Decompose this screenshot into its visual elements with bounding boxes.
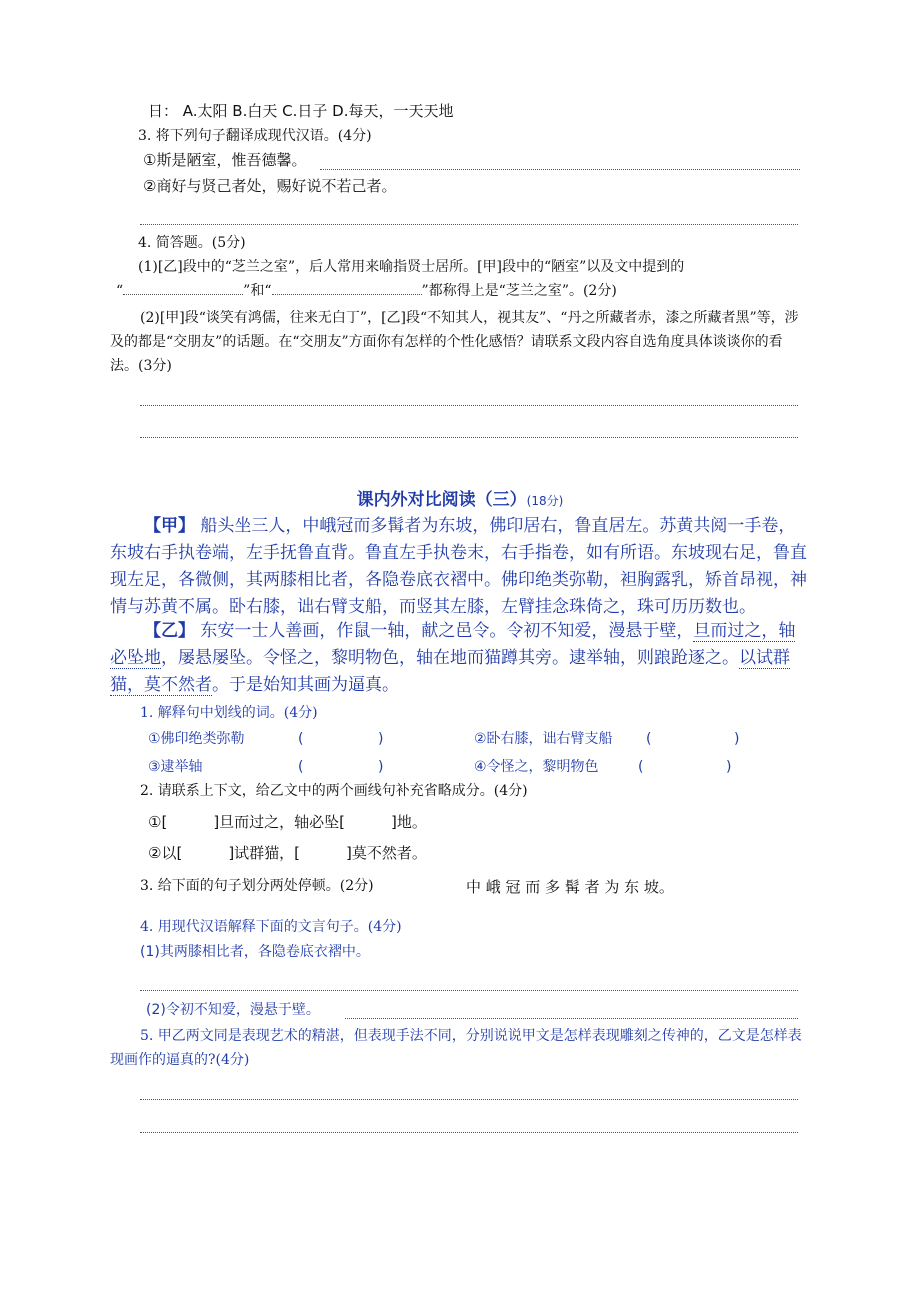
q1-d: ④令怪之，黎明物色 bbox=[474, 759, 599, 775]
q2-options: 日： A.太阳 B.白天 C.日子 D.每天，一天天地 bbox=[148, 102, 454, 120]
q4-title: 4. 简答题。(5分) bbox=[138, 235, 246, 251]
paren-close: ) bbox=[378, 759, 384, 775]
q3-title-b: 3. 给下面的句子划分两处停顿。(2分) bbox=[140, 878, 374, 894]
q4-sub1: (1)[乙]段中的“芝兰之室”，后人常用来喻指贤士居所。[甲]段中的“陋室”以及文中提到的 bbox=[138, 259, 685, 275]
q4-b: (2)令初不知爱，漫悬于壁。 bbox=[146, 1002, 320, 1018]
q2-a: ①[ ]旦而过之，轴必坠[ ]地。 bbox=[148, 813, 427, 831]
answer-line[interactable] bbox=[140, 990, 798, 991]
paren-close: ) bbox=[726, 759, 732, 775]
answer-line[interactable] bbox=[320, 169, 800, 170]
paren-open: ( bbox=[298, 759, 304, 775]
blank[interactable] bbox=[123, 294, 243, 295]
paren-close: ) bbox=[734, 731, 740, 747]
q2-b: ②以[ ]试群猫，[ ]莫不然者。 bbox=[148, 844, 427, 862]
passage-b: 【乙】 东安一士人善画，作鼠一轴，献之邑令。令初不知爱，漫悬于壁，旦而过之，轴必坠地，屡悬屡坠。令怪之，黎明物色，轴在地而猫蹲其旁。逮举轴，则踉跄逐之。以试群猫，莫不然者。于是始知其画为逼真。 bbox=[110, 621, 796, 695]
q1-title: 1. 解释句中划线的词。(4分) bbox=[140, 705, 318, 721]
q5: 5. 甲乙两文同是表现艺术的精湛，但表现手法不同，分别说说甲文是怎样表现雕刻之传神的，乙文是怎样表现画作的逼真的?(4分) bbox=[110, 1028, 802, 1068]
answer-line[interactable] bbox=[140, 1099, 798, 1100]
answer-line[interactable] bbox=[140, 405, 798, 406]
paren-open: ( bbox=[298, 731, 304, 747]
q1-b: ②卧右膝，诎右臂支船 bbox=[474, 731, 613, 747]
q3-sentence: 中 峨 冠 而 多 髯 者 为 东 坡。 bbox=[466, 878, 674, 896]
q3-sentence-1: ①斯是陋室，惟吾德馨。 bbox=[143, 151, 307, 169]
q3-sentence-2: ②商好与贤己者处，赐好说不若己者。 bbox=[143, 177, 397, 195]
q1-c: ③逮举轴 bbox=[148, 759, 203, 775]
answer-line[interactable] bbox=[345, 1018, 798, 1019]
section-title: 课内外对比阅读（三）(18分) bbox=[356, 490, 564, 510]
q4-sub1-blanks: “ ”和“ ”都称得上是“芝兰之室”。(2分) bbox=[116, 283, 617, 299]
q4-sub2: (2)[甲]段“谈笑有鸿儒，往来无白丁”，[乙]段“不知其人，视其友”、“丹之所藏者赤，漆之所藏者黑”等，涉及的都是“交朋友”的话题。在“交朋友”方面你有怎样的个性化感悟？请联系文段内容自选角度具体谈谈你的看法。(3分) bbox=[110, 310, 799, 374]
answer-line[interactable] bbox=[140, 1132, 798, 1133]
paren-open: ( bbox=[638, 759, 644, 775]
passage-a: 【甲】 船头坐三人，中峨冠而多髯者为东坡，佛印居右，鲁直居左。苏黄共阅一手卷，东坡右手执卷端，左手抚鲁直背。鲁直左手执卷末，右手指卷，如有所语。东坡现右足，鲁直现左足，各微侧，其两膝相比者，各隐卷底衣褶中。佛印绝类弥勒，袒胸露乳，矫首昂视，神情与苏黄不属。卧右膝，诎右臂支船，而竖其左膝，左臂挂念珠倚之，珠可历历数也。 bbox=[110, 516, 807, 617]
paren-open: ( bbox=[646, 731, 652, 747]
q3-title: 3. 将下列句子翻译成现代汉语。(4分) bbox=[138, 128, 372, 144]
q1-a: ①佛印绝类弥勒 bbox=[148, 731, 245, 747]
answer-line[interactable] bbox=[140, 224, 798, 225]
q2-title: 2. 请联系上下文，给乙文中的两个画线句补充省略成分。(4分) bbox=[140, 783, 528, 799]
q4-a: (1)其两膝相比者，各隐卷底衣褶中。 bbox=[140, 944, 370, 960]
answer-line[interactable] bbox=[140, 437, 798, 438]
q4-title-b: 4. 用现代汉语解释下面的文言句子。(4分) bbox=[140, 919, 402, 935]
blank[interactable] bbox=[272, 294, 422, 295]
paren-close: ) bbox=[378, 731, 384, 747]
